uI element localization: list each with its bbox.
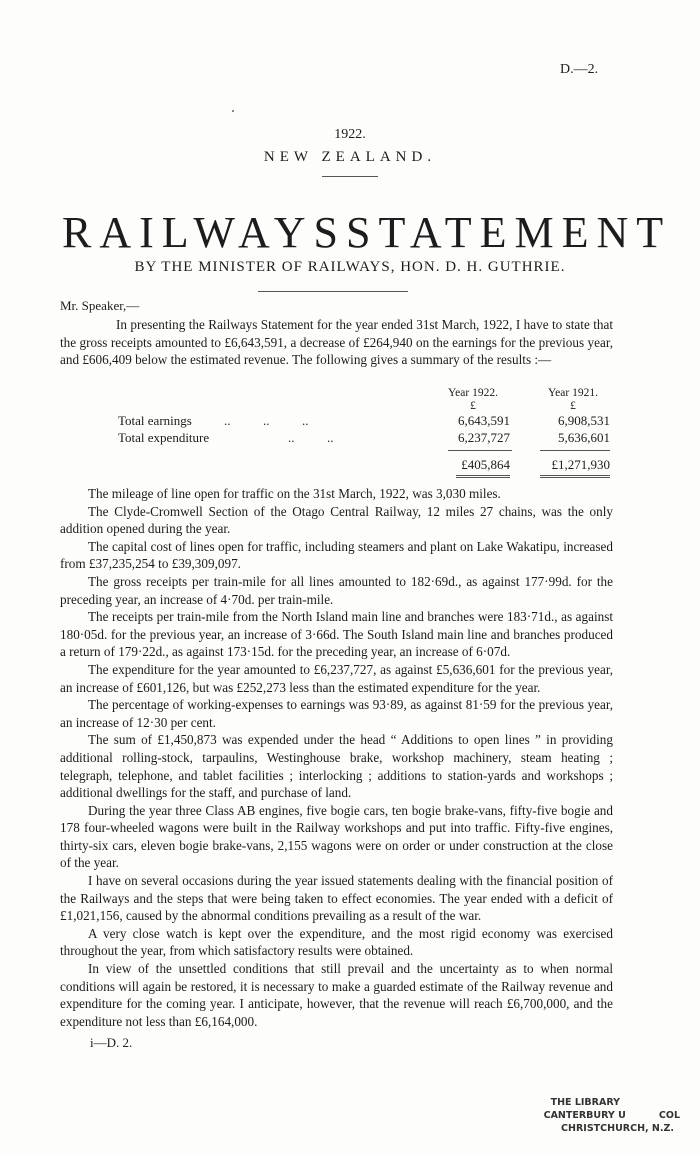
paragraph: The receipts per train-mile from the North Island main line and branches were 183·71d., as against 180·05d. for the previous year, an increase of 3·66d. The South Island main line and branches produced a return of 179·22d., as against 173·15d. for the preceding year, an increase of 6·07d. bbox=[60, 609, 613, 660]
paragraph: A very close watch is kept over the expenditure, and the most rigid economy was exercised throughout the year, from which satisfactory results were obtained. bbox=[60, 925, 613, 959]
column-header-1922: Year 1922. bbox=[448, 387, 498, 399]
double-rule-1921 bbox=[540, 475, 610, 478]
document-year: 1922. bbox=[334, 127, 366, 142]
stamp-line-2: CANTERBURY U COL bbox=[543, 1110, 680, 1121]
signature-code: i—D. 2. bbox=[90, 1035, 133, 1050]
total-1921: £1,271,930 bbox=[551, 457, 610, 472]
cell-1922: 6,643,591 bbox=[458, 413, 510, 428]
paragraph: I have on several occasions during the year issued statements dealing with the financial position of the Railways and the steps that were being taken to effect economies. The year ended with a deficit of £1,021,156, caused by the abnormal conditions prevailing as a result of the war. bbox=[60, 873, 613, 924]
byline: BY THE MINISTER OF RAILWAYS, HON. D. H. GUTHRIE. bbox=[134, 259, 566, 275]
library-stamp bbox=[500, 1096, 680, 1135]
sum-rule-1921 bbox=[540, 450, 610, 451]
page-reference: D.—2. bbox=[560, 62, 599, 77]
title-word: RAILWAYS bbox=[62, 208, 347, 257]
row-leader: .. .. bbox=[288, 430, 334, 445]
paragraph: The expenditure for the year amounted to £6,237,727, as against £5,636,601 for the previous year, an increase of £601,126, but was £252,273 less than the estimated expenditure for the year. bbox=[60, 661, 613, 695]
paragraph: During the year three Class AB engines, five bogie cars, ten bogie brake-vans, fifty-five bogie and 178 four-wheeled wagons were built in the Railway workshops and put into traffic. Fifty-five engines, thirty-six cars, eleven bogie brake-vans, 2,155 wagons were on order or under construction at the close of the year. bbox=[60, 802, 613, 871]
paragraph: The capital cost of lines open for traffic, including steamers and plant on Lake Wakatipu, increased from £37,235,254 to £39,309,097. bbox=[60, 538, 613, 572]
salutation: Mr. Speaker,— bbox=[60, 298, 140, 313]
row-label: Total expenditure bbox=[118, 430, 210, 445]
body-text bbox=[60, 485, 613, 1030]
paragraph: In view of the unsettled conditions that still prevail and the uncertainty as to when normal conditions will again be restored, it is necessary to make a guarded estimate of the Railway revenue and expenditure for the coming year. I anticipate, however, that the revenue will reach £6,700,000, and the expenditure not less than £6,164,000. bbox=[60, 961, 613, 1029]
document-title bbox=[62, 207, 672, 258]
unit-1921: £ bbox=[570, 400, 576, 412]
paragraph: The percentage of working-expenses to earnings was 93·89, as against 81·59 for the previous year, an increase of 12·30 per cent. bbox=[60, 697, 613, 730]
cell-1921: 5,636,601 bbox=[558, 430, 610, 445]
intro-paragraph: In presenting the Railways Statement for the year ended 31st March, 1922, I have to state that the gross receipts amounted to £6,643,591, a decrease of £264,940 on the earnings for the previous year, and £606,409 below the estimated revenue. The following gives a summary of the results :— bbox=[60, 317, 613, 367]
title-word: STATEMENT bbox=[346, 208, 672, 257]
speck bbox=[232, 110, 234, 112]
paragraph: The sum of £1,450,873 was expended under the head “ Additions to open lines ” in providing additional rolling-stock, tarpaulins, Westinghouse brake, workshop machinery, steam heating ; telegraph, telephone, and tablet facilities ; interlocking ; additions to station-yards and workshops ; additional dwellings for the staff, and purchase of land. bbox=[60, 732, 613, 801]
paragraph: The gross receipts per train-mile for all lines amounted to 182·69d., as against 177·99d. for the preceding year, an increase of 4·70d. per train-mile. bbox=[60, 573, 613, 607]
stamp-line-3: CHRISTCHURCH, N.Z. bbox=[561, 1123, 674, 1134]
row-label: Total earnings bbox=[118, 413, 192, 428]
row-leader: .. .. .. bbox=[224, 413, 309, 428]
sum-rule-1922 bbox=[448, 450, 512, 451]
double-rule-1922 bbox=[456, 475, 510, 478]
column-header-1921: Year 1921. bbox=[548, 387, 598, 399]
unit-1922: £ bbox=[470, 400, 476, 412]
country-heading: NEW ZEALAND. bbox=[263, 149, 437, 165]
cell-1921: 6,908,531 bbox=[558, 413, 610, 428]
cell-1922: 6,237,727 bbox=[458, 430, 510, 445]
stamp-line-1: THE LIBRARY bbox=[550, 1097, 620, 1108]
divider-short bbox=[322, 176, 378, 177]
total-1922: £405,864 bbox=[461, 457, 510, 472]
divider-medium bbox=[258, 291, 408, 292]
paragraph: The Clyde-Cromwell Section of the Otago Central Railway, 12 miles 27 chains, was the only addition opened during the year. bbox=[60, 503, 613, 537]
paragraph: The mileage of line open for traffic on the 31st March, 1922, was 3,030 miles. bbox=[88, 486, 501, 501]
